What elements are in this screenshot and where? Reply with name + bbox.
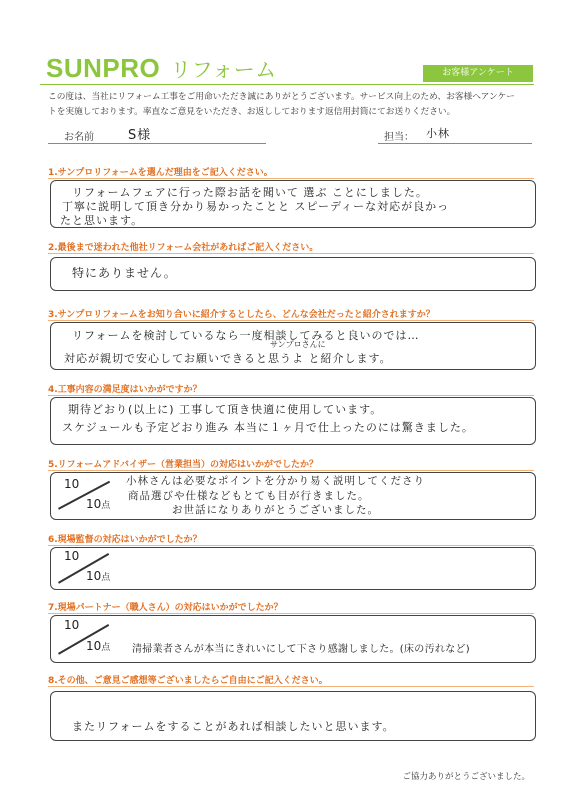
question-2-rule bbox=[48, 253, 534, 254]
question-5-answer-line: 商品選びや仕様などもとても目が行きました。 bbox=[128, 490, 370, 502]
name-label: お名前 bbox=[64, 132, 94, 143]
question-7-answer-box bbox=[50, 615, 536, 663]
question-8-label: 8.その他、ご意見ご感想等ございましたらご自由にご記入ください。 bbox=[48, 676, 328, 686]
logo-main-text: SUNPRO bbox=[46, 53, 161, 83]
question-5-rule bbox=[48, 470, 534, 471]
question-4-answer-line: スケジュールも予定どおり進み 本当に１ヶ月で仕上ったのには驚きました。 bbox=[62, 421, 474, 434]
name-value: S様 bbox=[128, 128, 152, 143]
rep-value: 小林 bbox=[426, 127, 450, 140]
intro-line: トを実施しております。率直なご意見をいただき、お返ししております返信用封筒にてお送りください。 bbox=[48, 107, 456, 117]
header-divider bbox=[40, 84, 534, 85]
question-7-rule bbox=[48, 613, 534, 614]
question-6-score-max: 10 bbox=[64, 549, 80, 563]
score-number: 10 bbox=[86, 497, 102, 511]
question-6-label: 6.現場監督の対応はいかがでしたか？ bbox=[48, 535, 202, 545]
score-number: 10 bbox=[86, 639, 102, 653]
question-2-label: 2.最後まで迷われた他社リフォーム会社があればご記入ください。 bbox=[48, 243, 319, 253]
intro-line: この度は、当社にリフォーム工事をご用命いただき誠にありがとうございます。サービス向上のため、お客様へアンケー bbox=[48, 92, 515, 102]
question-1-rule bbox=[48, 178, 534, 179]
question-6-answer-box bbox=[50, 547, 536, 590]
score-unit: 点 bbox=[101, 501, 111, 511]
question-1-answer-line: リフォームフェアに行った際お話を聞いて 選ぶ ことにしました。 bbox=[72, 186, 428, 199]
survey-badge: お客様アンケート bbox=[423, 65, 533, 82]
question-5-label: 5.リフォームアドバイザー（営業担当）の対応はいかがでしたか？ bbox=[48, 460, 319, 470]
question-7-score-max: 10 bbox=[64, 618, 80, 632]
question-4-label: 4.工事内容の満足度はいかがですか？ bbox=[48, 385, 202, 395]
intro-text bbox=[48, 90, 534, 120]
question-1-label: 1.サンプロリフォームを選んだ理由をご記入ください。 bbox=[48, 168, 273, 178]
question-5-answer-line: 小林さんは必要なポイントを分かり易く説明してくださり bbox=[126, 475, 425, 487]
question-6-score-value bbox=[86, 569, 110, 583]
question-3-annotation: サンプロさんに bbox=[270, 340, 326, 349]
rep-label: 担当： bbox=[384, 132, 414, 143]
question-5-answer-line: お世話になりありがとうございました。 bbox=[172, 504, 379, 516]
question-1-answer-line: 丁寧に説明して頂き分かり易かったことと スピーディーな対応が良かっ bbox=[62, 200, 450, 213]
company-logo bbox=[46, 53, 277, 84]
question-5-score-value bbox=[86, 497, 110, 511]
question-3-answer-line: リフォームを検討しているなら一度相談してみると良いのでは… bbox=[72, 329, 420, 342]
question-3-label: 3.サンプロリフォームをお知り合いに紹介するとしたら、どんな会社だったと紹介されますか？ bbox=[48, 310, 435, 320]
score-unit: 点 bbox=[101, 573, 111, 583]
question-4-answer-line: 期待どおり(以上に) 工事して頂き快適に使用しています。 bbox=[68, 403, 383, 416]
question-6-rule bbox=[48, 545, 534, 546]
question-3-answer-line: 対応が親切で安心してお願いできると思うよ と紹介します。 bbox=[64, 352, 392, 365]
question-1-answer-line: たと思います。 bbox=[60, 214, 144, 227]
question-7-score-value bbox=[86, 639, 110, 653]
question-2-answer-line: 特にありません。 bbox=[72, 266, 177, 280]
thanks-text: ご協力ありがとうございました。 bbox=[402, 772, 530, 782]
question-7-answer-line: 清掃業者さんが本当にきれいにして下さり感謝しました。(床の汚れなど) bbox=[132, 644, 471, 655]
score-number: 10 bbox=[86, 569, 102, 583]
question-7-label: 7.現場パートナー（職人さん）の対応はいかがでしたか？ bbox=[48, 603, 283, 613]
question-5-score-max: 10 bbox=[64, 477, 80, 491]
logo-sub-text: リフォーム bbox=[170, 59, 277, 82]
question-4-rule bbox=[48, 395, 534, 396]
score-unit: 点 bbox=[101, 643, 111, 653]
question-8-answer-line: またリフォームをすることがあれば相談したいと思います。 bbox=[72, 720, 395, 733]
question-8-rule bbox=[48, 686, 534, 687]
name-underline bbox=[48, 143, 266, 144]
rep-underline bbox=[378, 143, 532, 144]
question-3-rule bbox=[48, 320, 534, 321]
